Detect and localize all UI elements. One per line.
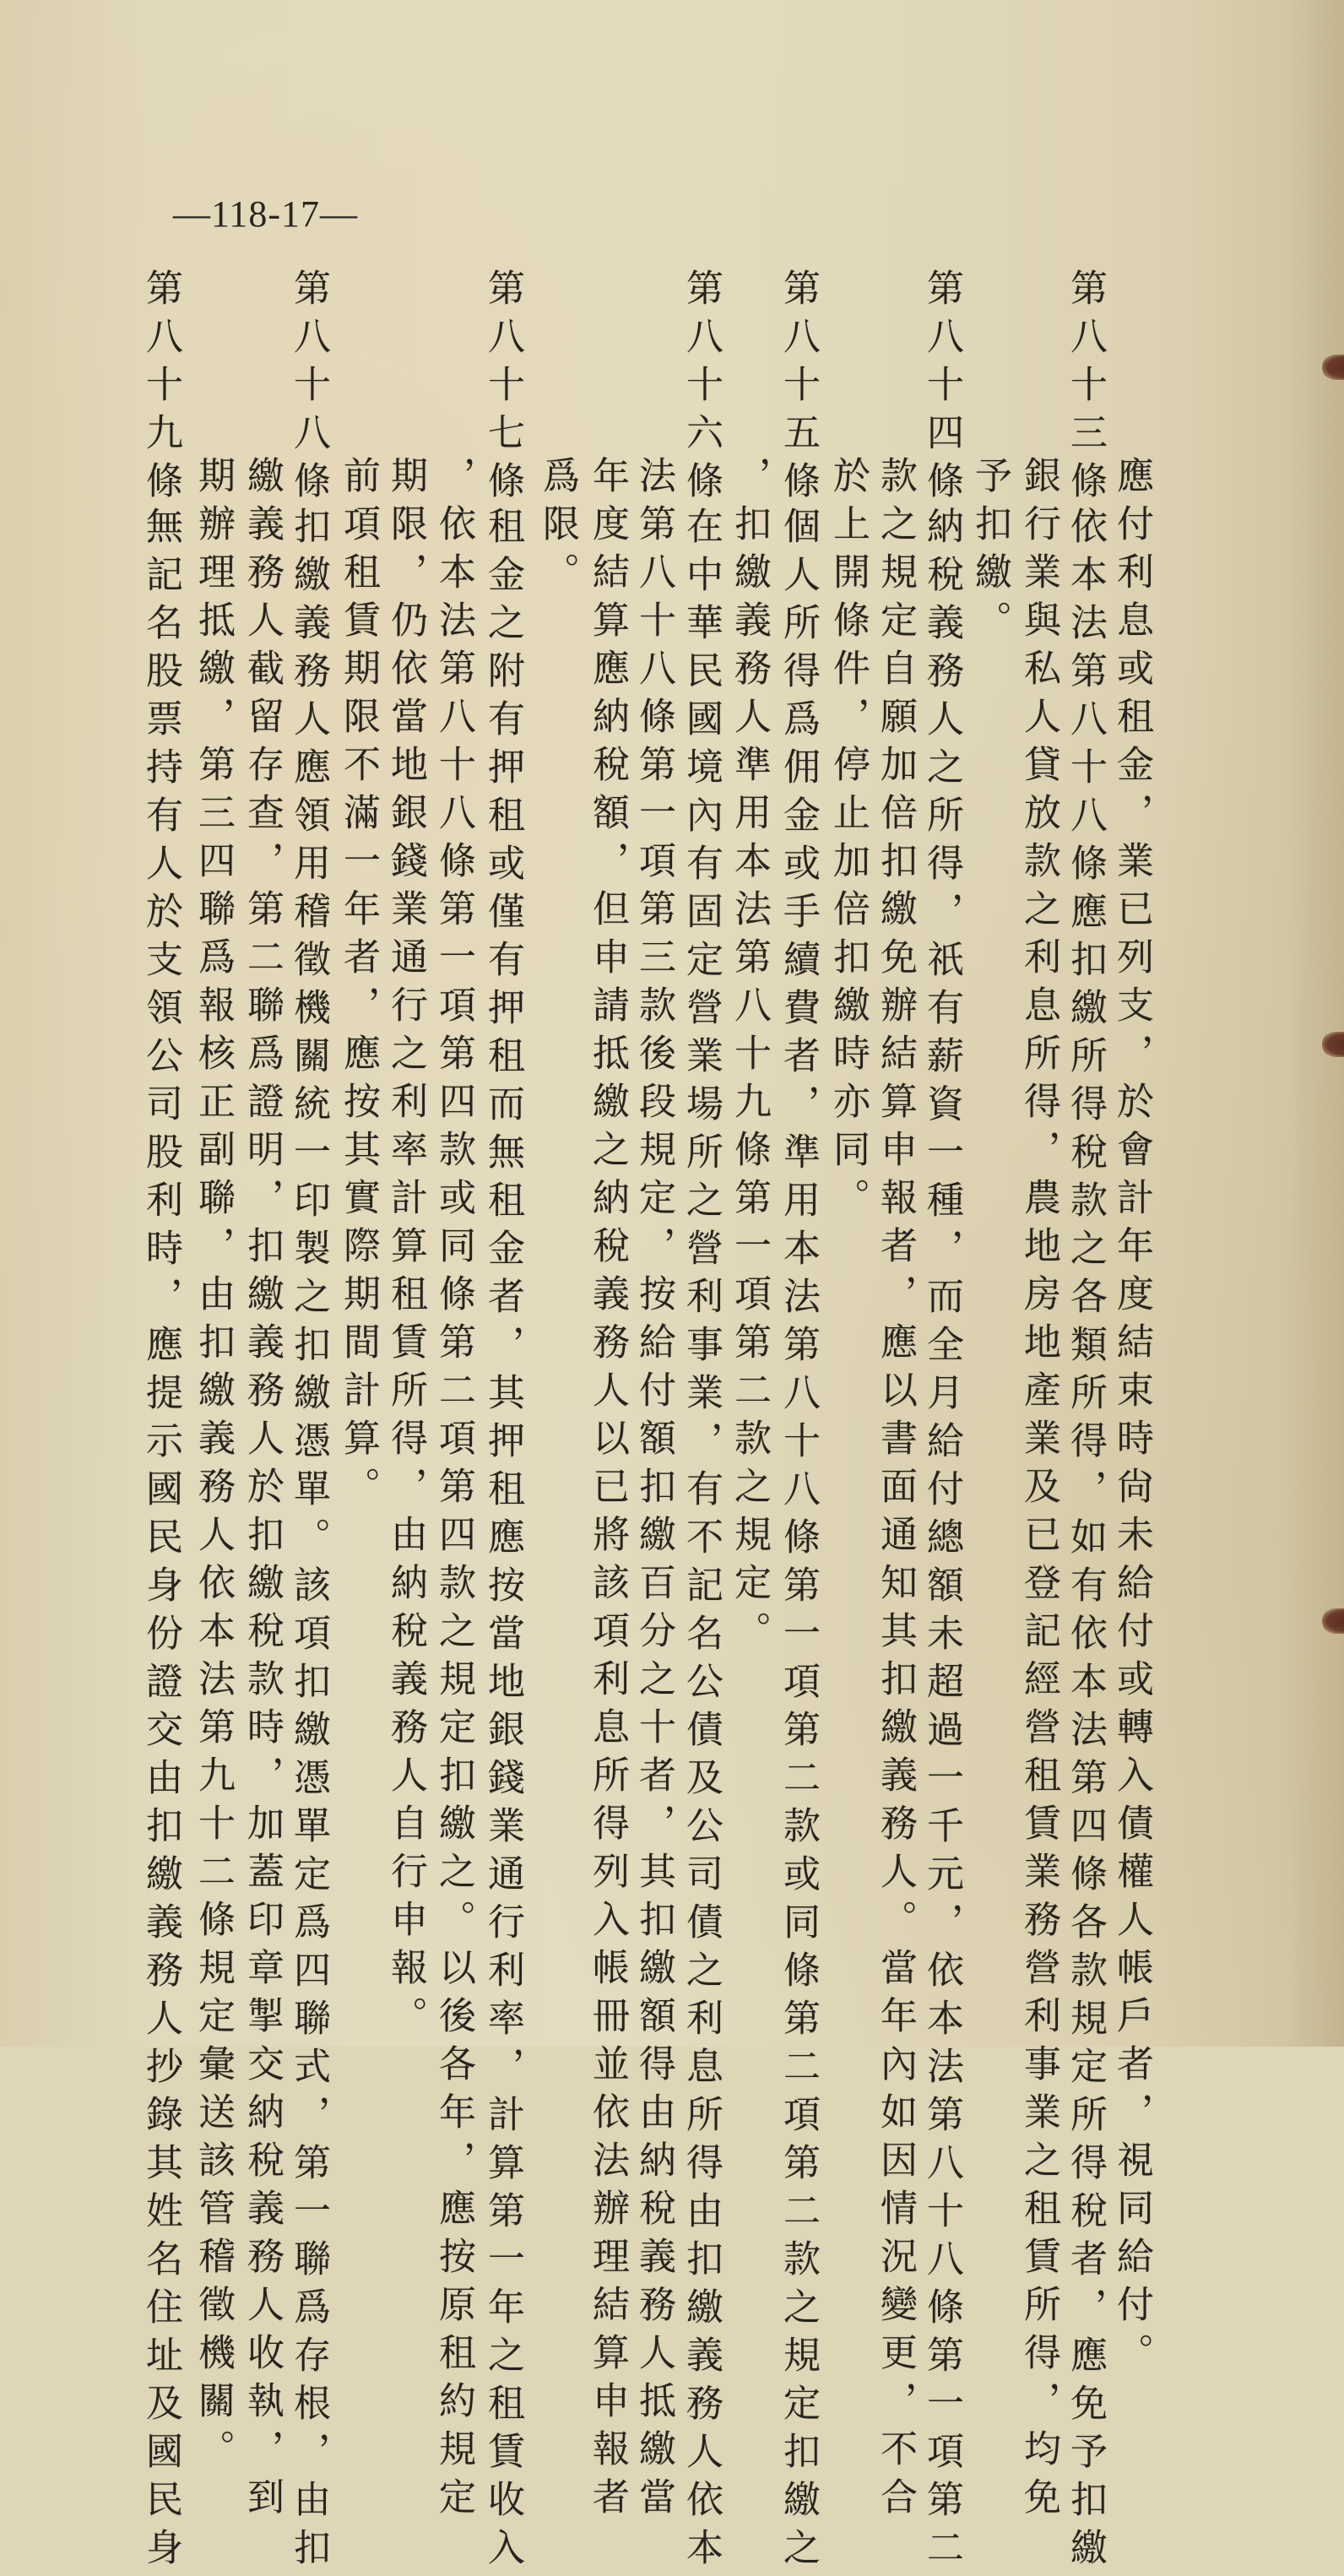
article-line: 銀行業與私人貸放款之利息所得，農地房地產業及已登記經營租賃業務營利事業之租賃所得，均免 [1017, 456, 1060, 2525]
article-line: 於上開條件，停止加倍扣繳時亦同。 [826, 456, 870, 1226]
page-number: —118-17— [173, 193, 359, 235]
article-line: 款之規定自願加倍扣繳免辦結算申報者，應以書面通知其扣繳義務人。當年內如因情況變更，不合 [874, 456, 917, 2525]
article-line: 期辦理抵繳，第三四聯爲報核正副聯，由扣繳義務人依本法第九十二條規定彙送該管稽徵機關。 [192, 456, 235, 2477]
article-line: 扣繳義務人應領用稽徵機關統一印製之扣繳憑單。該項扣繳憑單定爲四聯式，第一聯爲存根，由扣 [287, 507, 330, 2576]
article-line: 租金之附有押租或僅有押租而無租金者，其押租應按當地銀錢業通行利率，計算第一年之租賃收入 [481, 507, 524, 2576]
article-line: 依本法第八十八條應扣繳所得稅款之各類所得，如有依本法第四條各款規定所得稅者，應免予扣繳 [1064, 507, 1107, 2576]
article-line: 爲限。 [536, 456, 579, 600]
article-line: 前項租賃期限不滿一年者，應按其實際期間計算。 [337, 456, 380, 1515]
article-line: 無記名股票持有人於支領公司股利時，應提示國民身份證交由扣繳義務人抄錄其姓名住址及國民身 [139, 507, 182, 2576]
article-line: 個人所得爲佣金或手續費者，準用本法第八十八條第一項第二款或同條第二項第二款之規定扣繳之 [777, 507, 820, 2576]
article-line: ，扣繳義務人準用本法第八十九條第一項第二款之規定。 [728, 456, 771, 1659]
article-line: 期限，仍依當地銀錢業通行之利率計算租賃所得，由納稅義務人自行申報。 [384, 456, 427, 2044]
article-line: 年度結算應納稅額，但申請抵繳之納稅義務人以已將該項利息所得列入帳冊並依法辦理結算申報者 [586, 456, 629, 2525]
article-line: ，依本法第八十八條第一項第四款或同條第二項第四款之規定扣繳之。以後各年，應按原租約規定 [432, 456, 475, 2525]
article-line: 予扣繳。 [968, 456, 1011, 648]
binding-hole [1322, 1032, 1344, 1057]
article-line: 納稅義務人之所得，祇有薪資一種，而全月給付總額未超過一千元，依本法第八十八條第一項第二 [920, 507, 963, 2576]
article-header: 第八十八條 [287, 268, 330, 509]
binding-hole [1322, 1608, 1344, 1634]
article-line: 法第八十八條第一項第三款後段規定，按給付額扣繳百分之十者，其扣繳額得由納稅義務人抵繳當 [632, 456, 675, 2525]
article-line: 應付利息或租金，業已列支，於會計年度結束時尙未給付或轉入債權人帳戶者，視同給付。 [1110, 456, 1153, 2381]
article-header: 第八十九條 [139, 268, 182, 509]
article-line: 繳義務人截留存查，第二聯爲證明，扣繳義務人於扣繳稅款時，加蓋印章掣交納稅義務人收執，到 [241, 456, 284, 2525]
article-header: 第八十五條 [777, 268, 820, 509]
article-header: 第八十三條 [1064, 268, 1107, 509]
article-header: 第八十七條 [481, 268, 524, 509]
binding-hole [1322, 355, 1344, 380]
page-edge-shadow [1285, 0, 1344, 2047]
article-header: 第八十四條 [920, 268, 963, 509]
article-header: 第八十六條 [680, 268, 723, 509]
article-line: 在中華民國境內有固定營業場所之營利事業，有不記名公債及公司債之利息所得由扣繳義務人依本 [680, 507, 723, 2576]
